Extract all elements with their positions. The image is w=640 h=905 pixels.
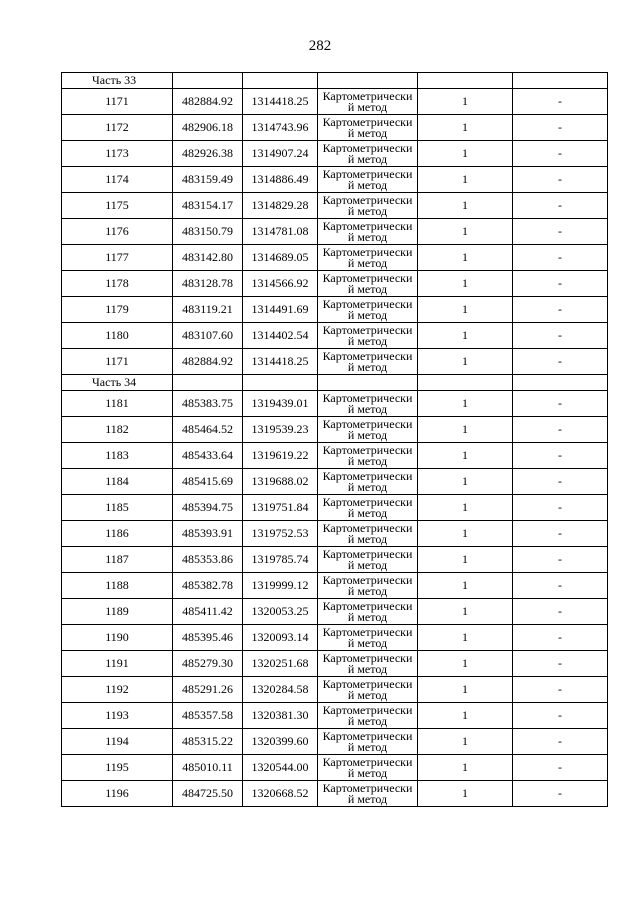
point-number-cell: 1187 (62, 547, 173, 573)
method-text-line2: й метод (347, 557, 388, 572)
description-cell: - (513, 219, 608, 245)
table-row (62, 547, 608, 573)
method-text-line2: й метод (347, 177, 388, 192)
description-cell: - (513, 323, 608, 349)
x-coordinate-cell: 485395.46 (173, 625, 243, 651)
method-text-line2: й метод (347, 203, 388, 218)
method-text-line1: Картометрически (322, 416, 413, 431)
point-number-cell: 1179 (62, 297, 173, 323)
y-coordinate-cell: 1320668.52 (243, 781, 318, 807)
y-coordinate-cell: 1319751.84 (243, 495, 318, 521)
x-coordinate-cell: 483119.21 (173, 297, 243, 323)
description-cell: - (513, 781, 608, 807)
method-text-line1: Картометрически (322, 218, 413, 233)
point-number-cell: 1173 (62, 141, 173, 167)
coordinates-table (61, 72, 608, 807)
y-coordinate-cell: 1314886.49 (243, 167, 318, 193)
point-number-cell: 1171 (62, 89, 173, 115)
x-coordinate-cell: 482926.38 (173, 141, 243, 167)
table-row (62, 781, 608, 807)
empty-cell (243, 73, 318, 89)
method-cell (318, 573, 418, 599)
point-number-cell: 1176 (62, 219, 173, 245)
point-number-cell: 1193 (62, 703, 173, 729)
page-number: 282 (308, 38, 332, 54)
method-text-line2: й метод (347, 99, 388, 114)
accuracy-cell: 1 (418, 521, 513, 547)
method-text-line1: Картометрически (322, 546, 413, 561)
description-cell: - (513, 245, 608, 271)
point-number-cell: 1175 (62, 193, 173, 219)
method-text-line2: й метод (347, 791, 388, 806)
empty-cell (173, 73, 243, 89)
method-cell (318, 781, 418, 807)
method-cell (318, 245, 418, 271)
description-cell: - (513, 677, 608, 703)
y-coordinate-cell: 1314566.92 (243, 271, 318, 297)
x-coordinate-cell: 482884.92 (173, 89, 243, 115)
table-row (62, 89, 608, 115)
method-text-line1: Картометрически (322, 88, 413, 103)
y-coordinate-cell: 1314491.69 (243, 297, 318, 323)
method-text-line2: й метод (347, 255, 388, 270)
method-cell (318, 271, 418, 297)
empty-cell (243, 375, 318, 391)
empty-cell (418, 73, 513, 89)
x-coordinate-cell: 485382.78 (173, 573, 243, 599)
method-text-line2: й метод (347, 739, 388, 754)
y-coordinate-cell: 1320093.14 (243, 625, 318, 651)
method-text-line1: Картометрически (322, 624, 413, 639)
method-text-line1: Картометрически (322, 192, 413, 207)
method-text-line1: Картометрически (322, 650, 413, 665)
point-number-cell: 1190 (62, 625, 173, 651)
method-text-line2: й метод (347, 281, 388, 296)
description-cell: - (513, 521, 608, 547)
y-coordinate-cell: 1319785.74 (243, 547, 318, 573)
y-coordinate-cell: 1319688.02 (243, 469, 318, 495)
description-cell: - (513, 625, 608, 651)
accuracy-cell: 1 (418, 729, 513, 755)
description-cell: - (513, 703, 608, 729)
x-coordinate-cell: 485291.26 (173, 677, 243, 703)
point-number-cell: 1183 (62, 443, 173, 469)
method-text-line2: й метод (347, 229, 388, 244)
method-cell (318, 599, 418, 625)
empty-cell (513, 375, 608, 391)
method-text-line1: Картометрически (322, 140, 413, 155)
accuracy-cell: 1 (418, 141, 513, 167)
point-number-cell: 1186 (62, 521, 173, 547)
y-coordinate-cell: 1320251.68 (243, 651, 318, 677)
description-cell: - (513, 89, 608, 115)
method-cell (318, 677, 418, 703)
x-coordinate-cell: 482906.18 (173, 115, 243, 141)
y-coordinate-cell: 1319539.23 (243, 417, 318, 443)
method-text-line1: Картометрически (322, 520, 413, 535)
table-row (62, 193, 608, 219)
table-row (62, 245, 608, 271)
method-cell (318, 219, 418, 245)
accuracy-cell: 1 (418, 677, 513, 703)
table-row (62, 495, 608, 521)
accuracy-cell: 1 (418, 167, 513, 193)
table-row (62, 271, 608, 297)
x-coordinate-cell: 485393.91 (173, 521, 243, 547)
accuracy-cell: 1 (418, 755, 513, 781)
method-cell (318, 193, 418, 219)
y-coordinate-cell: 1320399.60 (243, 729, 318, 755)
point-number-cell: 1195 (62, 755, 173, 781)
method-text-line1: Картометрически (322, 348, 413, 363)
method-text-line2: й метод (347, 333, 388, 348)
description-cell: - (513, 349, 608, 375)
accuracy-cell: 1 (418, 703, 513, 729)
part-header-row (62, 73, 608, 89)
x-coordinate-cell: 483128.78 (173, 271, 243, 297)
part-title: Часть 34 (62, 375, 173, 391)
description-cell: - (513, 495, 608, 521)
accuracy-cell: 1 (418, 625, 513, 651)
description-cell: - (513, 391, 608, 417)
point-number-cell: 1172 (62, 115, 173, 141)
y-coordinate-cell: 1314781.08 (243, 219, 318, 245)
x-coordinate-cell: 485411.42 (173, 599, 243, 625)
x-coordinate-cell: 483150.79 (173, 219, 243, 245)
method-cell (318, 141, 418, 167)
accuracy-cell: 1 (418, 245, 513, 271)
accuracy-cell: 1 (418, 417, 513, 443)
method-text-line1: Картометрически (322, 494, 413, 509)
x-coordinate-cell: 485357.58 (173, 703, 243, 729)
accuracy-cell: 1 (418, 323, 513, 349)
method-cell (318, 703, 418, 729)
point-number-cell: 1191 (62, 651, 173, 677)
method-cell (318, 755, 418, 781)
method-text-line1: Картометрически (322, 754, 413, 769)
x-coordinate-cell: 485010.11 (173, 755, 243, 781)
y-coordinate-cell: 1319999.12 (243, 573, 318, 599)
method-text-line1: Картометрически (322, 442, 413, 457)
method-text-line2: й метод (347, 531, 388, 546)
accuracy-cell: 1 (418, 391, 513, 417)
y-coordinate-cell: 1320544.00 (243, 755, 318, 781)
description-cell: - (513, 167, 608, 193)
point-number-cell: 1171 (62, 349, 173, 375)
x-coordinate-cell: 483154.17 (173, 193, 243, 219)
accuracy-cell: 1 (418, 599, 513, 625)
method-cell (318, 651, 418, 677)
y-coordinate-cell: 1320381.30 (243, 703, 318, 729)
method-cell (318, 443, 418, 469)
method-cell (318, 349, 418, 375)
y-coordinate-cell: 1314689.05 (243, 245, 318, 271)
y-coordinate-cell: 1314418.25 (243, 89, 318, 115)
method-cell (318, 469, 418, 495)
description-cell: - (513, 115, 608, 141)
description-cell: - (513, 443, 608, 469)
y-coordinate-cell: 1314907.24 (243, 141, 318, 167)
method-cell (318, 167, 418, 193)
empty-cell (418, 375, 513, 391)
x-coordinate-cell: 485394.75 (173, 495, 243, 521)
method-text-line1: Картометрически (322, 114, 413, 129)
y-coordinate-cell: 1314418.25 (243, 349, 318, 375)
y-coordinate-cell: 1319439.01 (243, 391, 318, 417)
table-row (62, 167, 608, 193)
method-text-line1: Картометрически (322, 166, 413, 181)
accuracy-cell: 1 (418, 219, 513, 245)
description-cell: - (513, 297, 608, 323)
x-coordinate-cell: 485279.30 (173, 651, 243, 677)
x-coordinate-cell: 485315.22 (173, 729, 243, 755)
accuracy-cell: 1 (418, 547, 513, 573)
x-coordinate-cell: 485383.75 (173, 391, 243, 417)
method-cell (318, 297, 418, 323)
point-number-cell: 1189 (62, 599, 173, 625)
table-row (62, 703, 608, 729)
table-row (62, 443, 608, 469)
table-row (62, 323, 608, 349)
method-text-line2: й метод (347, 661, 388, 676)
table-row (62, 599, 608, 625)
table-row (62, 729, 608, 755)
description-cell: - (513, 271, 608, 297)
table-row (62, 417, 608, 443)
method-cell (318, 417, 418, 443)
empty-cell (173, 375, 243, 391)
point-number-cell: 1177 (62, 245, 173, 271)
x-coordinate-cell: 485415.69 (173, 469, 243, 495)
method-cell (318, 89, 418, 115)
method-text-line2: й метод (347, 713, 388, 728)
method-cell (318, 391, 418, 417)
point-number-cell: 1178 (62, 271, 173, 297)
method-cell (318, 625, 418, 651)
table-row (62, 469, 608, 495)
table-row (62, 391, 608, 417)
x-coordinate-cell: 485433.64 (173, 443, 243, 469)
accuracy-cell: 1 (418, 469, 513, 495)
method-text-line2: й метод (347, 765, 388, 780)
description-cell: - (513, 729, 608, 755)
point-number-cell: 1184 (62, 469, 173, 495)
description-cell: - (513, 193, 608, 219)
table-row (62, 521, 608, 547)
method-text-line2: й метод (347, 453, 388, 468)
point-number-cell: 1180 (62, 323, 173, 349)
method-text-line1: Картометрически (322, 598, 413, 613)
method-text-line2: й метод (347, 609, 388, 624)
x-coordinate-cell: 483159.49 (173, 167, 243, 193)
method-cell (318, 521, 418, 547)
method-text-line1: Картометрически (322, 296, 413, 311)
x-coordinate-cell: 485464.52 (173, 417, 243, 443)
method-text-line2: й метод (347, 401, 388, 416)
point-number-cell: 1196 (62, 781, 173, 807)
coordinates-table-body (62, 73, 608, 807)
description-cell: - (513, 469, 608, 495)
accuracy-cell: 1 (418, 443, 513, 469)
table-row (62, 115, 608, 141)
description-cell: - (513, 573, 608, 599)
empty-cell (513, 73, 608, 89)
part-title: Часть 33 (62, 73, 173, 89)
method-cell (318, 115, 418, 141)
y-coordinate-cell: 1319752.53 (243, 521, 318, 547)
empty-cell (318, 73, 418, 89)
table-row (62, 677, 608, 703)
table-row (62, 625, 608, 651)
point-number-cell: 1188 (62, 573, 173, 599)
table-row (62, 141, 608, 167)
accuracy-cell: 1 (418, 271, 513, 297)
description-cell: - (513, 651, 608, 677)
point-number-cell: 1174 (62, 167, 173, 193)
method-text-line2: й метод (347, 687, 388, 702)
method-text-line2: й метод (347, 125, 388, 140)
method-cell (318, 729, 418, 755)
accuracy-cell: 1 (418, 495, 513, 521)
x-coordinate-cell: 483107.60 (173, 323, 243, 349)
method-text-line1: Картометрически (322, 676, 413, 691)
method-text-line2: й метод (347, 583, 388, 598)
method-cell (318, 495, 418, 521)
y-coordinate-cell: 1320053.25 (243, 599, 318, 625)
description-cell: - (513, 141, 608, 167)
x-coordinate-cell: 482884.92 (173, 349, 243, 375)
point-number-cell: 1192 (62, 677, 173, 703)
description-cell: - (513, 417, 608, 443)
accuracy-cell: 1 (418, 349, 513, 375)
method-text-line2: й метод (347, 307, 388, 322)
method-text-line2: й метод (347, 427, 388, 442)
method-text-line1: Картометрически (322, 244, 413, 259)
table-row (62, 219, 608, 245)
method-text-line2: й метод (347, 479, 388, 494)
x-coordinate-cell: 484725.50 (173, 781, 243, 807)
accuracy-cell: 1 (418, 89, 513, 115)
description-cell: - (513, 755, 608, 781)
empty-cell (318, 375, 418, 391)
accuracy-cell: 1 (418, 297, 513, 323)
description-cell: - (513, 547, 608, 573)
y-coordinate-cell: 1319619.22 (243, 443, 318, 469)
description-cell: - (513, 599, 608, 625)
y-coordinate-cell: 1320284.58 (243, 677, 318, 703)
accuracy-cell: 1 (418, 573, 513, 599)
method-text-line1: Картометрически (322, 572, 413, 587)
accuracy-cell: 1 (418, 115, 513, 141)
point-number-cell: 1182 (62, 417, 173, 443)
y-coordinate-cell: 1314829.28 (243, 193, 318, 219)
method-text-line2: й метод (347, 151, 388, 166)
method-text-line1: Картометрически (322, 780, 413, 795)
part-header-row (62, 375, 608, 391)
y-coordinate-cell: 1314743.96 (243, 115, 318, 141)
point-number-cell: 1194 (62, 729, 173, 755)
method-text-line1: Картометрически (322, 468, 413, 483)
method-cell (318, 547, 418, 573)
method-text-line1: Картометрически (322, 702, 413, 717)
method-text-line2: й метод (347, 359, 388, 374)
accuracy-cell: 1 (418, 651, 513, 677)
method-text-line1: Картометрически (322, 270, 413, 285)
method-cell (318, 323, 418, 349)
accuracy-cell: 1 (418, 781, 513, 807)
table-row (62, 755, 608, 781)
method-text-line1: Картометрически (322, 390, 413, 405)
point-number-cell: 1181 (62, 391, 173, 417)
table-row (62, 297, 608, 323)
method-text-line2: й метод (347, 505, 388, 520)
table-row (62, 651, 608, 677)
x-coordinate-cell: 485353.86 (173, 547, 243, 573)
accuracy-cell: 1 (418, 193, 513, 219)
point-number-cell: 1185 (62, 495, 173, 521)
method-text-line1: Картометрически (322, 322, 413, 337)
table-row (62, 573, 608, 599)
method-text-line1: Картометрически (322, 728, 413, 743)
method-text-line2: й метод (347, 635, 388, 650)
y-coordinate-cell: 1314402.54 (243, 323, 318, 349)
x-coordinate-cell: 483142.80 (173, 245, 243, 271)
table-row (62, 349, 608, 375)
